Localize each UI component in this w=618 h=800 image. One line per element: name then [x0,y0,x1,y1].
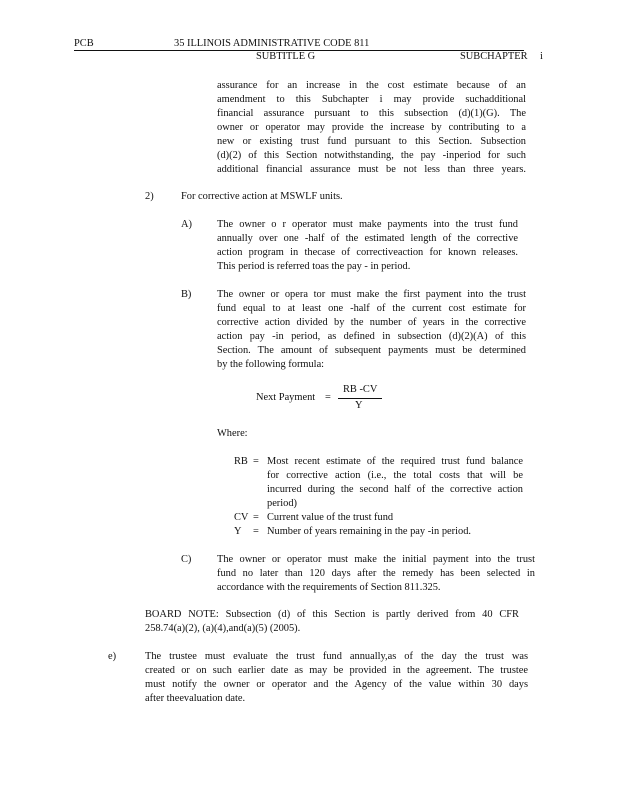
item-2-text: For corrective action at MSWLF units. [181,191,343,202]
text-line: corrective action divided by the number of years in the corrective [217,317,526,328]
intro-paragraph [217,79,526,177]
item-a-paragraph [217,218,518,274]
where-label: Where: [217,428,248,439]
def-equals: = [253,526,259,537]
def-symbol: Y [234,526,242,537]
header-subtitle: SUBTITLE G [256,51,316,62]
formula-equals: = [325,392,331,403]
header-chapter-suffix: i [540,51,543,62]
text-line: 258.74(a)(2), (a)(4),and(a)(5) (2005). [145,623,301,634]
item-e-paragraph [145,650,528,706]
text-line: Most recent estimate of the required trust fund balance [267,456,523,467]
text-line: additional financial assurance must be not less than three years. [217,164,526,175]
formula-fraction [338,383,382,415]
text-line: assurance for an increase in the cost estimate because of an [217,80,526,91]
text-line: after theevaluation date. [145,693,246,704]
def-equals: = [253,456,259,467]
header-rule [74,50,524,51]
def-text: Current value of the trust fund [267,512,394,523]
text-line: new or existing trust fund pursuant to this Section. Subsection [217,136,526,147]
item-c-number: C) [181,554,192,565]
item-b-number: B) [181,289,192,300]
text-line: fund no later than 120 days after the remedy has been selected in [217,568,535,579]
text-line: action program in thecase of correctiveaction for known releases. [217,247,518,258]
item-b-paragraph [217,288,526,372]
text-line: The owner o r operator must make payments into the trust fund [217,219,518,230]
text-line: must notify the owner or operator and the Agency of the value within 30 days [145,679,528,690]
text-line: The owner or opera tor must make the first payment into the trust [217,289,526,300]
item-2-number: 2) [145,191,154,202]
def-symbol: RB [234,456,248,467]
def-symbol: CV [234,512,249,523]
header-title: 35 ILLINOIS ADMINISTRATIVE CODE 811 [174,38,370,49]
text-line: fund equal to at least one -half of the current cost estimate for [217,303,526,314]
board-note [145,608,519,636]
text-line: The trustee must evaluate the trust fund annually,as of the day the trust was [145,651,528,662]
text-line: Section. The amount of subsequent payments must be determined [217,345,526,356]
text-line: The owner or operator must make the initial payment into the trust [217,554,535,565]
text-line: financial assurance pursuant to this subsection (d)(1)(G). The [217,108,526,119]
text-line: by the following formula: [217,359,325,370]
text-line: annually over one -half of the estimated length of the corrective [217,233,518,244]
item-a-number: A) [181,219,192,230]
text-line: created or on such earlier date as may be provided in the agreement. The trustee [145,665,528,676]
formula-denominator: Y [355,400,363,411]
text-line: period) [267,498,298,509]
def-text: Number of years remaining in the pay -in period. [267,526,471,537]
def-text [267,455,523,511]
formula-numerator: RB -CV [343,384,378,395]
text-line: for corrective action (i.e., the total costs that will be [267,470,523,481]
text-line: incurred during the second half of the corrective action [267,484,523,495]
text-line: This period is referred toas the pay - in period. [217,261,411,272]
formula-label: Next Payment [256,392,316,403]
header-left: PCB [74,38,94,49]
text-line: owner or operator may provide the increase by contributing to a [217,122,526,133]
text-line: accordance with the requirements of Section 811.325. [217,582,441,593]
def-equals: = [253,512,259,523]
text-line: BOARD NOTE: Subsection (d) of this Section is partly derived from 40 CFR [145,609,519,620]
item-e-number: e) [108,651,117,662]
text-line: action pay -in period, as defined in subsection (d)(2)(A) of this [217,331,526,342]
text-line: (d)(2) of this Section notwithstanding, the pay -inperiod for such [217,150,526,161]
text-line: amendment to this Subchapter i may provide suchadditional [217,94,526,105]
header-chapter: SUBCHAPTER [460,51,528,62]
item-c-paragraph [217,553,535,595]
